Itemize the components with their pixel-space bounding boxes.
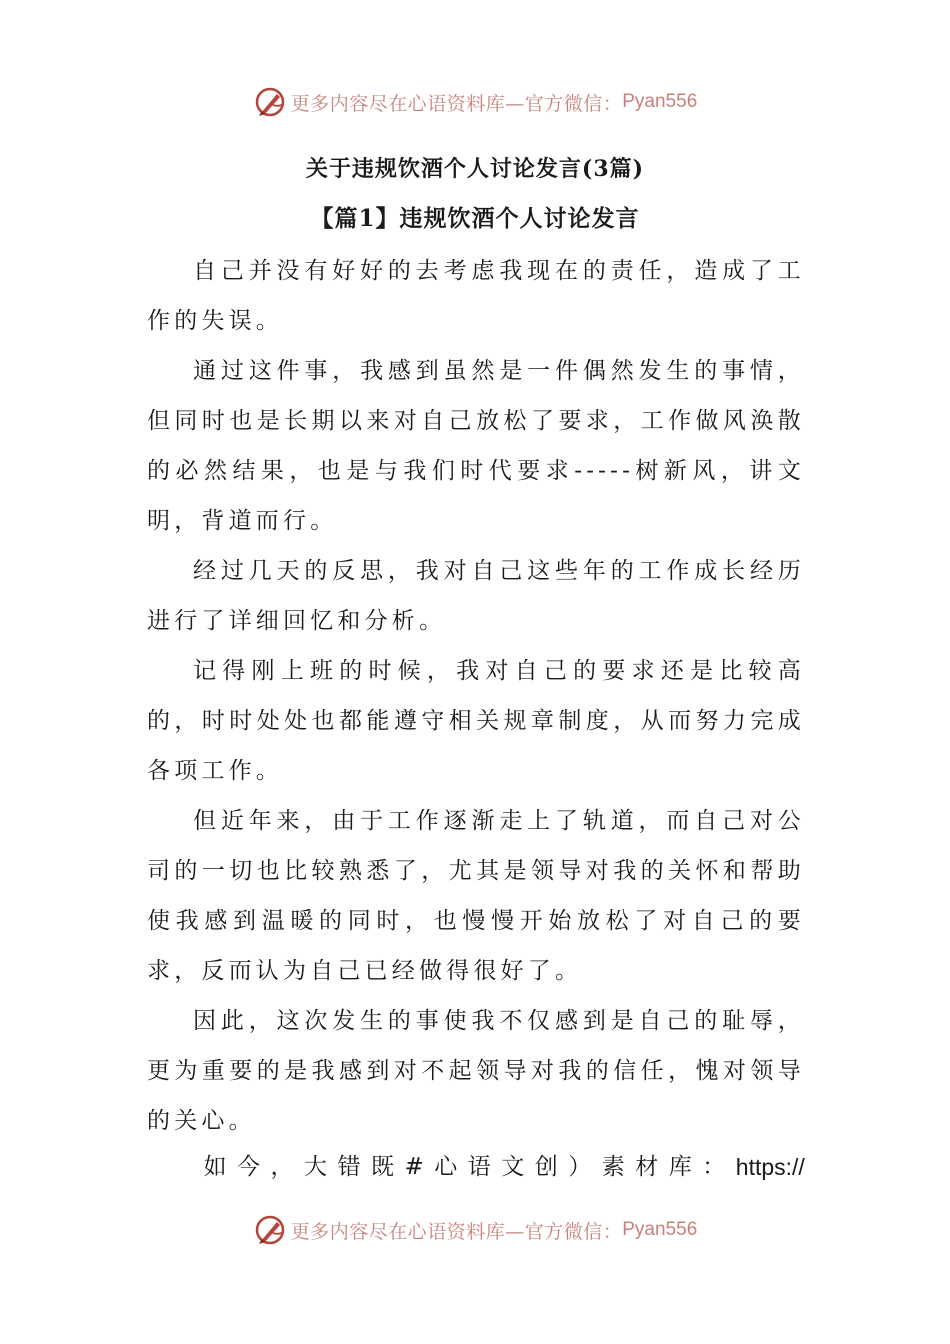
header-banner xyxy=(0,82,950,122)
paragraph: 通过这件事，我感到虽然是一件偶然发生的事情，但同时也是长期以来对自己放松了要求，工作做风涣散的必然结果，也是与我们时代要求-----树新风，讲文明，背道而行。 xyxy=(147,358,805,534)
char: 大 xyxy=(304,1154,327,1180)
char: 创 xyxy=(534,1154,558,1180)
char: 语 xyxy=(467,1154,491,1180)
document-body xyxy=(147,246,805,1146)
document-title: 关于违规饮酒个人讨论发言(3篇) xyxy=(305,156,645,182)
wechat-id: Pyan556 xyxy=(622,91,698,112)
banner-text: 更多内容尽在心语资料库—官方微信： xyxy=(290,1220,623,1243)
justified-last-line xyxy=(147,1142,805,1192)
char: 素 xyxy=(601,1154,625,1180)
char: # xyxy=(404,1154,424,1180)
pen-logo-icon xyxy=(253,85,287,119)
url-text: https:// xyxy=(735,1154,805,1180)
paragraph: 记得刚上班的时候，我对自己的要求还是比较高的，时时处处也都能遵守相关规章制度，从而努力完成各项工作。 xyxy=(147,658,805,784)
char: 既 xyxy=(371,1154,394,1180)
char: 文 xyxy=(501,1154,525,1180)
char: 错 xyxy=(337,1154,361,1180)
paragraph: 经过几天的反思，我对自己这些年的工作成长经历进行了详细回忆和分析。 xyxy=(147,558,805,634)
paragraph: 自己并没有好好的去考虑我现在的责任，造成了工作的失误。 xyxy=(147,258,805,334)
char: 今 xyxy=(237,1154,260,1180)
char: 库 xyxy=(668,1154,692,1180)
paragraph: 但近年来，由于工作逐渐走上了轨道，而自己对公司的一切也比较熟悉了，尤其是领导对我的关怀和帮助使我感到温暖的同时，也慢慢开始放松了对自己的要求，反而认为自己已经做得很好了。 xyxy=(147,808,805,984)
banner-text: 更多内容尽在心语资料库—官方微信： xyxy=(290,92,623,115)
char: 心 xyxy=(434,1154,458,1180)
pen-logo-icon xyxy=(253,1213,287,1247)
footer-banner xyxy=(0,1210,950,1250)
char: 材 xyxy=(635,1154,659,1180)
paragraph: 因此，这次发生的事使我不仅感到是自己的耻辱，更为重要的是我感到对不起领导对我的信任，愧对领导的关心。 xyxy=(147,1008,805,1134)
section-title: 【篇1】违规饮酒个人讨论发言 xyxy=(310,205,640,232)
char: 如 xyxy=(203,1154,227,1180)
wechat-id: Pyan556 xyxy=(622,1219,698,1240)
char: ） xyxy=(568,1154,592,1180)
char: ， xyxy=(270,1154,294,1180)
char: ： xyxy=(702,1154,726,1180)
